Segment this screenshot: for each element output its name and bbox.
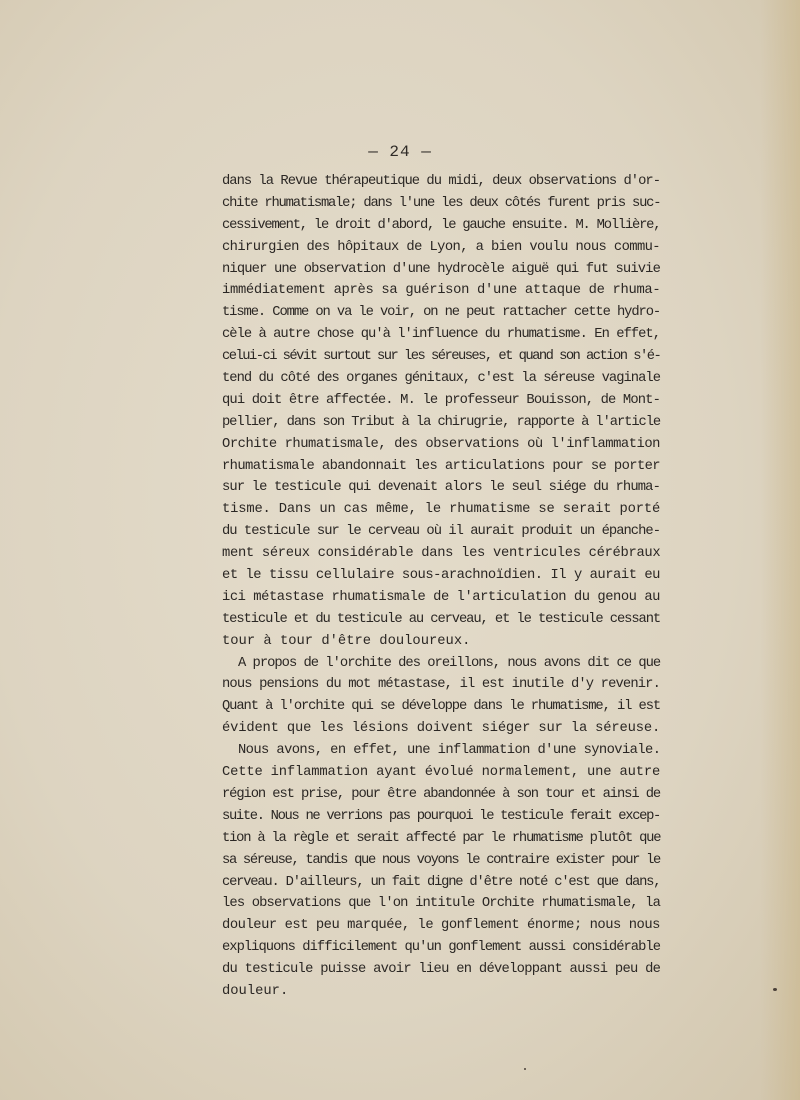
text-line: chirurgien des hôpitaux de Lyon, a bien voulu nous commu- — [222, 239, 660, 255]
page-edge-shadow — [760, 0, 800, 1100]
text-line: tend du côté des organes génitaux, c'est la séreuse vaginale — [222, 371, 660, 387]
text-line: pellier, dans son Tribut à la chirugrie, rapporte à l'article — [222, 414, 661, 430]
text-line: douleur. — [222, 983, 289, 999]
text-line: cessivement, le droit d'abord, le gauche ensuite. M. Mollière, — [222, 217, 661, 233]
text-line: chite rhumatismale; dans l'une les deux côtés furent pris suc- — [222, 195, 661, 211]
text-line: du testicule sur le cerveau où il aurait produit un épanche- — [222, 524, 660, 540]
body-text — [222, 171, 660, 1003]
text-line: dans la Revue thérapeutique du midi, deux observations d'or- — [222, 174, 660, 189]
text-line: évident que les lésions doivent siéger sur la séreuse. — [222, 721, 661, 737]
page-number: — 24 — — [368, 143, 432, 161]
text-line: Cette inflammation ayant évolué normalement, une autre — [222, 765, 661, 781]
text-line: sa séreuse, tandis que nous voyons le contraire exister pour le — [222, 852, 660, 868]
text-line: tisme. Comme on va le voir, on ne peut rattacher cette hydro- — [222, 305, 661, 321]
text-line: expliquons difficilement qu'un gonflement aussi considérable — [222, 940, 660, 956]
text-line: Nous avons, en effet, une inflammation d'une synoviale. — [238, 743, 661, 759]
text-line: douleur est peu marquée, le gonflement énorme; nous nous — [222, 918, 660, 934]
text-line: et le tissu cellulaire sous-arachnoïdien. Il y aurait eu — [222, 568, 660, 584]
text-line: niquer une observation d'une hydrocèle aiguë qui fut suivie — [222, 261, 660, 277]
text-line: ici métastase rhumatismale de l'articulation du genou au — [222, 589, 660, 605]
text-line: cèle à autre chose qu'à l'influence du rhumatisme. En effet, — [222, 327, 660, 343]
text-line: Quant à l'orchite qui se développe dans le rhumatisme, il est — [222, 699, 661, 715]
text-line: qui doit être affectée. M. le professeur Bouisson, de Mont- — [222, 392, 660, 408]
text-line: cerveau. D'ailleurs, un fait digne d'être noté c'est que dans, — [222, 874, 661, 890]
text-line: suite. Nous ne verrions pas pourquoi le testicule ferait excep- — [222, 808, 660, 824]
paper-speck — [773, 988, 777, 991]
text-line: tisme. Dans un cas même, le rhumatisme se serait porté — [222, 502, 661, 518]
text-line: testicule et du testicule au cerveau, et le testicule cessant — [222, 611, 661, 627]
text-line: nous pensions du mot métastase, il est inutile d'y revenir. — [222, 677, 660, 693]
text-line: ment séreux considérable dans les ventricules cérébraux — [222, 546, 661, 562]
text-line: tour à tour d'être douloureux. — [222, 633, 471, 649]
text-line: les observations que l'on intitule Orchite rhumatismale, la — [222, 896, 660, 912]
paper-speck — [524, 1068, 526, 1070]
text-line: A propos de l'orchite des oreillons, nous avons dit ce que — [238, 655, 661, 671]
text-line: sur le testicule qui devenait alors le seul siége du rhuma- — [222, 480, 660, 496]
text-line: immédiatement après sa guérison d'une attaque de rhuma- — [222, 283, 661, 299]
text-line: Orchite rhumatismale, des observations où l'inflammation — [222, 436, 660, 452]
text-line: tion à la règle et serait affecté par le rhumatisme plutôt que — [222, 830, 661, 846]
text-line: région est prise, pour être abandonnée à son tour et ainsi de — [222, 786, 661, 802]
text-line: rhumatismale abandonnait les articulations pour se porter — [222, 458, 660, 474]
text-line: du testicule puisse avoir lieu en développant aussi peu de — [222, 962, 661, 978]
text-line: celui-ci sévit surtout sur les séreuses, et quand son action s'é- — [222, 349, 661, 365]
